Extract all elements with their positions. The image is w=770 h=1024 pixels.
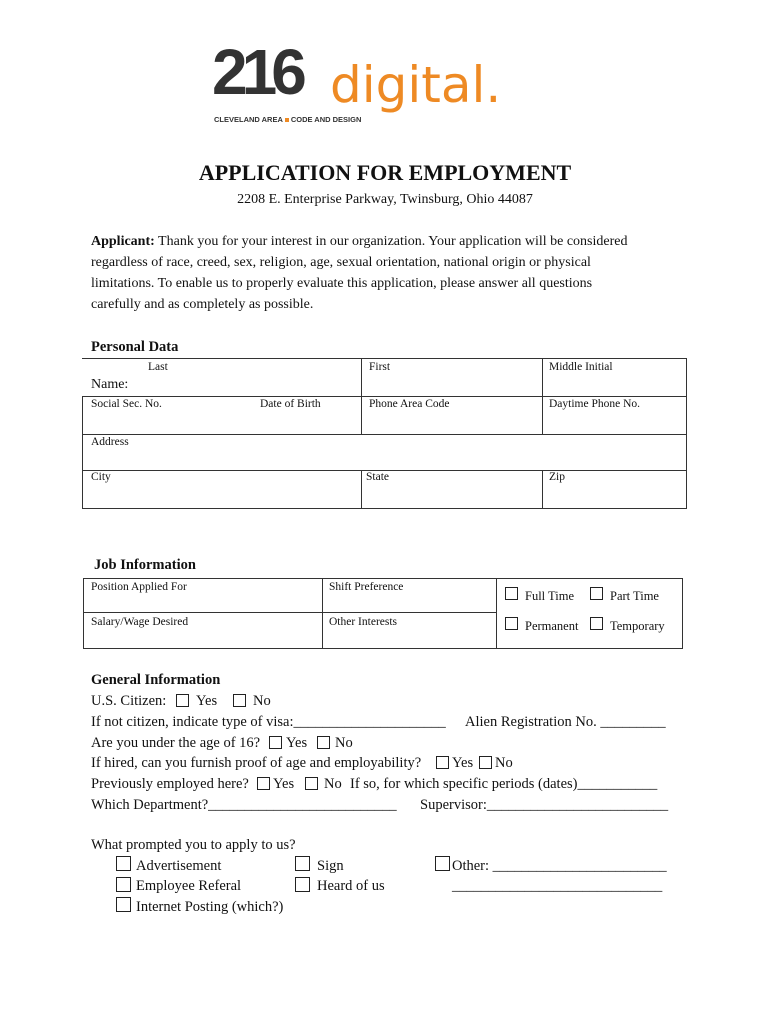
- daytime-phone-field[interactable]: [545, 412, 684, 432]
- logo-number: 216: [212, 36, 301, 108]
- proof-no-label: No: [495, 755, 513, 771]
- advertisement-checkbox[interactable]: [116, 856, 131, 871]
- address-label: Address: [91, 436, 129, 448]
- internet-posting-checkbox[interactable]: [116, 897, 131, 912]
- full-time-checkbox[interactable]: [505, 587, 518, 600]
- citizen-no-label: No: [253, 693, 271, 709]
- state-label: State: [366, 471, 389, 483]
- part-time-checkbox[interactable]: [590, 587, 603, 600]
- internet-posting-label: Internet Posting (which?): [136, 899, 284, 915]
- name-label: Name:: [91, 377, 129, 392]
- ssn-field[interactable]: [84, 412, 254, 432]
- company-logo: [212, 36, 552, 136]
- dob-label: Date of Birth: [260, 398, 321, 410]
- temporary-label: Temporary: [610, 619, 665, 633]
- proof-yes-label: Yes: [452, 755, 474, 771]
- prev-yes-checkbox[interactable]: [257, 777, 270, 790]
- intro-line-2: regardless of race, creed, sex, religion, age, sexual orientation, national origin or physical: [91, 255, 591, 270]
- alien-registration: Alien Registration No. _________: [465, 714, 666, 730]
- intro-line-1: Thank you for your interest in our organization. Your application will be considered: [158, 234, 628, 249]
- phone-area-label: Phone Area Code: [369, 398, 450, 410]
- first-name-field[interactable]: [364, 375, 540, 394]
- prev-no-checkbox[interactable]: [305, 777, 318, 790]
- part-time-label: Part Time: [610, 589, 659, 603]
- heard-checkbox[interactable]: [295, 877, 310, 892]
- salary-field[interactable]: [85, 630, 320, 646]
- ssn-label: Social Sec. No.: [91, 398, 162, 410]
- logo-tagline-left: CLEVELAND AREA: [214, 115, 283, 124]
- other-referral-checkbox[interactable]: [435, 856, 450, 871]
- under16-yes-label: Yes: [286, 735, 308, 751]
- temporary-checkbox[interactable]: [590, 617, 603, 630]
- company-address: 2208 E. Enterprise Parkway, Twinsburg, Ohio 44087: [237, 192, 533, 207]
- position-field[interactable]: [85, 595, 320, 610]
- prev-yes-label: Yes: [273, 776, 295, 792]
- general-info-heading: General Information: [91, 672, 221, 688]
- full-time-label: Full Time: [525, 589, 574, 603]
- personal-data-heading: Personal Data: [91, 339, 179, 355]
- position-label: Position Applied For: [91, 581, 187, 593]
- prev-employed-question: Previously employed here?: [91, 776, 249, 792]
- visa-question: If not citizen, indicate type of visa:_____________________: [91, 714, 446, 730]
- other-interests-label: Other Interests: [329, 616, 398, 628]
- under16-question: Are you under the age of 16?: [91, 735, 261, 751]
- intro-line-4: carefully and as completely as possible.: [91, 297, 314, 312]
- sign-checkbox[interactable]: [295, 856, 310, 871]
- permanent-label: Permanent: [525, 619, 579, 633]
- logo-tagline: [214, 115, 361, 124]
- under16-yes-checkbox[interactable]: [269, 736, 282, 749]
- intro-line-3: limitations. To enable us to properly evaluate this application, please answer all questions: [91, 276, 593, 291]
- citizen-yes-checkbox[interactable]: [176, 694, 189, 707]
- employee-referral-label: Employee Referal: [136, 878, 242, 894]
- proof-yes-checkbox[interactable]: [436, 756, 449, 769]
- prev-no-label: No: [324, 776, 342, 792]
- logo-tagline-right: CODE AND DESIGN: [290, 115, 362, 124]
- heard-label: Heard of us: [317, 878, 385, 894]
- prev-periods: If so, for which specific periods (dates)___________: [350, 776, 658, 792]
- other-referral-line2[interactable]: _____________________________: [452, 878, 663, 894]
- citizen-yes-label: Yes: [196, 693, 218, 709]
- permanent-checkbox[interactable]: [505, 617, 518, 630]
- intro-label: Applicant:: [91, 234, 155, 249]
- under16-no-label: No: [335, 735, 353, 751]
- job-info-heading: Job Information: [94, 557, 196, 573]
- logo-dot-icon: [285, 118, 289, 122]
- under16-no-checkbox[interactable]: [317, 736, 330, 749]
- citizen-question: U.S. Citizen:: [91, 693, 167, 709]
- logo-word: digital.: [330, 56, 502, 114]
- page-title: APPLICATION FOR EMPLOYMENT: [198, 160, 572, 185]
- middle-initial-label: Middle Initial: [549, 361, 613, 373]
- city-label: City: [91, 471, 111, 483]
- phone-area-field[interactable]: [364, 412, 540, 432]
- supervisor-field[interactable]: Supervisor:_________________________: [420, 797, 669, 813]
- intro-paragraph: [91, 231, 691, 315]
- other-referral-field[interactable]: Other: ________________________: [452, 858, 667, 874]
- last-name-field[interactable]: [84, 375, 359, 394]
- address-field[interactable]: [84, 450, 684, 468]
- zip-label: Zip: [549, 471, 565, 483]
- state-field[interactable]: [364, 486, 540, 506]
- other-interests-field[interactable]: [325, 630, 494, 646]
- advertisement-label: Advertisement: [136, 858, 222, 874]
- salary-label: Salary/Wage Desired: [91, 616, 189, 628]
- middle-initial-field[interactable]: [545, 375, 684, 394]
- referral-question: What prompted you to apply to us?: [91, 837, 296, 853]
- employee-referral-checkbox[interactable]: [116, 877, 131, 892]
- department-field[interactable]: Which Department?__________________________: [91, 797, 397, 813]
- daytime-phone-label: Daytime Phone No.: [549, 398, 641, 410]
- last-name-label: Last: [148, 361, 168, 373]
- first-name-label: First: [369, 361, 391, 373]
- shift-label: Shift Preference: [329, 581, 404, 593]
- sign-label: Sign: [317, 858, 344, 874]
- proof-no-checkbox[interactable]: [479, 756, 492, 769]
- proof-question: If hired, can you furnish proof of age and employability?: [91, 755, 422, 771]
- zip-field[interactable]: [545, 486, 684, 506]
- city-field[interactable]: [84, 486, 359, 506]
- citizen-no-checkbox[interactable]: [233, 694, 246, 707]
- shift-field[interactable]: [325, 595, 494, 610]
- dob-field[interactable]: [256, 412, 359, 432]
